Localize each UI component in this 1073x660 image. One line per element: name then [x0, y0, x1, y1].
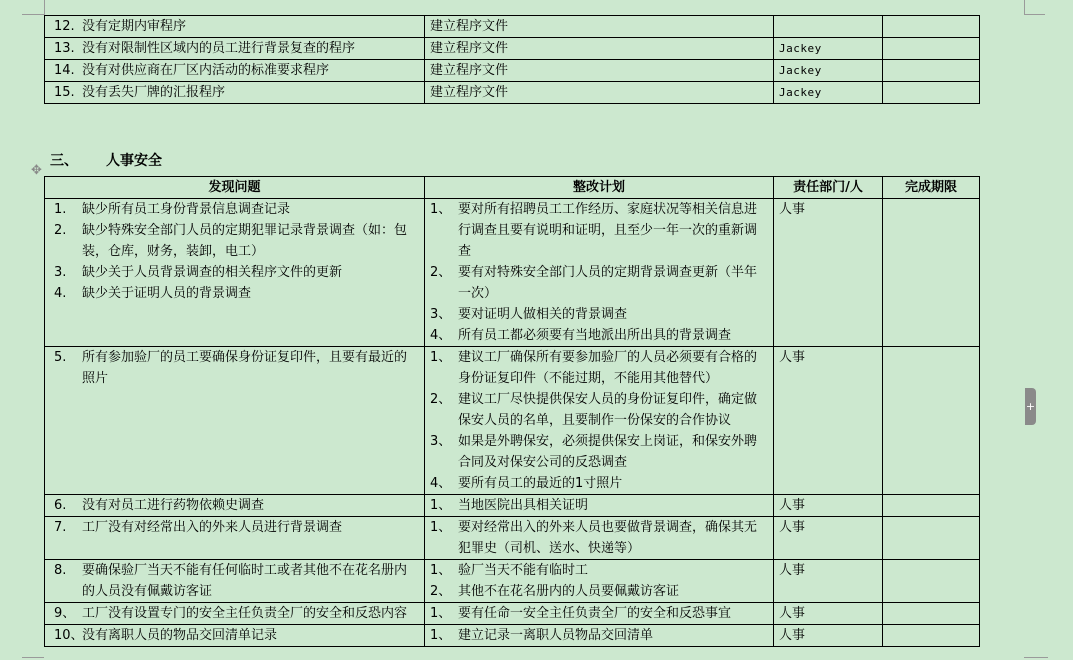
table-row	[45, 60, 980, 82]
plan-item	[430, 389, 768, 431]
item-text: 要有任命一安全主任负责全厂的安全和反恐事宜	[458, 606, 732, 621]
plan-item	[430, 560, 768, 581]
item-number: 1、	[430, 563, 452, 578]
item-number: 15.	[54, 85, 75, 100]
previous-section-table	[44, 15, 980, 104]
item-number: 3、	[430, 307, 452, 322]
item-text: 缺少所有员工身份背景信息调查记录	[82, 202, 291, 217]
item-number: 1、	[430, 202, 452, 217]
plan-cell: 建立程序文件	[425, 38, 774, 60]
plan-cell	[425, 603, 774, 625]
due-cell	[883, 60, 980, 82]
item-text: 没有对限制性区域内的员工进行背景复查的程序	[82, 41, 356, 56]
item-text: 缺少关于证明人员的背景调查	[82, 286, 252, 301]
table-move-handle-icon[interactable]: ✥	[31, 163, 42, 178]
item-text: 要对证明人做相关的背景调查	[458, 307, 628, 322]
issue-cell	[45, 199, 425, 347]
item-text: 没有离职人员的物品交回清单记录	[82, 628, 278, 643]
plan-item	[430, 431, 768, 473]
item-number: 7.	[54, 520, 67, 535]
owner-cell: Jackey	[774, 82, 883, 104]
item-number: 9、	[54, 606, 76, 621]
item-text: 要对经常出入的外来人员也要做背景调查，确保其无犯罪史（司机、送水、快递等）	[458, 520, 758, 556]
issue-item	[50, 262, 419, 283]
issue-item	[50, 495, 419, 516]
due-cell	[883, 603, 980, 625]
item-text: 所有员工都必须要有当地派出所出具的背景调查	[458, 328, 732, 343]
owner-cell: Jackey	[774, 60, 883, 82]
item-number: 2、	[430, 584, 452, 599]
item-text: 建立记录一离职人员物品交回清单	[458, 628, 654, 643]
issue-item	[50, 220, 419, 262]
item-text: 工厂没有对经常出入的外来人员进行背景调查	[82, 520, 343, 535]
list-item	[50, 38, 419, 59]
issue-cell	[45, 495, 425, 517]
item-text: 要有对特殊安全部门人员的定期背景调查更新（半年一次）	[458, 265, 758, 301]
plan-item	[430, 581, 768, 602]
issue-cell	[45, 60, 425, 82]
plan-cell	[425, 517, 774, 560]
issue-item	[50, 347, 419, 389]
owner-cell: 人事	[774, 199, 883, 347]
item-text: 缺少关于人员背景调查的相关程序文件的更新	[82, 265, 343, 280]
due-cell	[883, 199, 980, 347]
plan-cell	[425, 625, 774, 647]
owner-cell: 人事	[774, 517, 883, 560]
item-text: 所有参加验厂的员工要确保身份证复印件，且要有最近的照片	[82, 350, 408, 386]
item-text: 验厂当天不能有临时工	[458, 563, 589, 578]
header-due: 完成期限	[883, 177, 980, 199]
list-item	[50, 82, 419, 103]
page-corner-mark	[22, 0, 45, 15]
table-row	[45, 16, 980, 38]
item-text: 要所有员工的最近的1寸照片	[458, 476, 623, 491]
due-cell	[883, 495, 980, 517]
plan-item	[430, 199, 768, 262]
plan-cell: 建立程序文件	[425, 82, 774, 104]
item-text: 工厂没有设置专门的安全主任负责全厂的安全和反恐内容	[82, 606, 408, 621]
issue-cell	[45, 347, 425, 495]
due-cell	[883, 517, 980, 560]
item-text: 没有丢失厂牌的汇报程序	[82, 85, 226, 100]
item-number: 4、	[430, 328, 452, 343]
issue-item	[50, 283, 419, 304]
item-number: 4、	[430, 476, 452, 491]
table-row	[45, 495, 980, 517]
section-title: 人事安全	[106, 153, 162, 169]
owner-cell	[774, 16, 883, 38]
plan-item	[430, 517, 768, 559]
item-number: 3.	[54, 265, 67, 280]
issue-item	[50, 199, 419, 220]
item-number: 14.	[54, 63, 75, 78]
plan-item	[430, 473, 768, 494]
issue-cell	[45, 560, 425, 603]
header-plan: 整改计划	[425, 177, 774, 199]
due-cell	[883, 625, 980, 647]
item-number: 1、	[430, 350, 452, 365]
plan-cell	[425, 560, 774, 603]
item-text: 没有对员工进行药物依赖史调查	[82, 498, 265, 513]
due-cell	[883, 16, 980, 38]
section-heading	[50, 150, 162, 170]
item-number: 13.	[54, 41, 75, 56]
plan-cell	[425, 199, 774, 347]
owner-cell: 人事	[774, 603, 883, 625]
plus-icon: +	[1025, 400, 1036, 413]
table-row	[45, 82, 980, 104]
item-number: 1、	[430, 520, 452, 535]
item-number: 3、	[430, 434, 452, 449]
plan-cell: 建立程序文件	[425, 60, 774, 82]
plan-item	[430, 262, 768, 304]
issue-cell	[45, 603, 425, 625]
list-item	[50, 16, 419, 37]
owner-cell: Jackey	[774, 38, 883, 60]
due-cell	[883, 347, 980, 495]
issue-item	[50, 603, 419, 624]
owner-cell: 人事	[774, 495, 883, 517]
item-number: 6.	[54, 498, 67, 513]
item-number: 2.	[54, 223, 67, 238]
item-text: 建议工厂尽快提供保安人员的身份证复印件，确定做保安人员的名单，且要制作一份保安的合作协议	[458, 392, 758, 428]
item-text: 要确保验厂当天不能有任何临时工或者其他不在花名册内的人员没有佩戴访客证	[82, 563, 408, 599]
plan-cell	[425, 495, 774, 517]
section-number: 三、	[50, 153, 78, 169]
due-cell	[883, 560, 980, 603]
owner-cell: 人事	[774, 625, 883, 647]
item-number: 1、	[430, 606, 452, 621]
plan-item	[430, 625, 768, 646]
due-cell	[883, 82, 980, 104]
list-item	[50, 60, 419, 81]
personnel-security-table	[44, 176, 980, 647]
item-number: 8.	[54, 563, 67, 578]
item-text: 缺少特殊安全部门人员的定期犯罪记录背景调查（如：包装，仓库，财务，装卸，电工）	[82, 223, 408, 259]
item-text: 没有定期内审程序	[82, 19, 187, 34]
issue-item	[50, 517, 419, 538]
plan-item	[430, 495, 768, 516]
table-row	[45, 517, 980, 560]
item-number: 1.	[54, 202, 67, 217]
issue-cell	[45, 625, 425, 647]
header-owner: 责任部门/人	[774, 177, 883, 199]
item-number: 1、	[430, 498, 452, 513]
table-row	[45, 38, 980, 60]
page-corner-mark	[1024, 0, 1045, 15]
due-cell	[883, 38, 980, 60]
item-number: 2、	[430, 392, 452, 407]
table-header-row	[45, 177, 980, 199]
plan-item	[430, 304, 768, 325]
issue-cell	[45, 38, 425, 60]
item-number: 5.	[54, 350, 67, 365]
header-issue: 发现问题	[45, 177, 425, 199]
item-number: 4.	[54, 286, 67, 301]
item-text: 建议工厂确保所有要参加验厂的人员必须要有合格的身份证复印件（不能过期，不能用其他替代）	[458, 350, 758, 386]
plan-cell: 建立程序文件	[425, 16, 774, 38]
item-text: 如果是外聘保安，必须提供保安上岗证，和保安外聘合同及对保安公司的反恐调查	[458, 434, 758, 470]
issue-cell	[45, 517, 425, 560]
item-text: 没有对供应商在厂区内活动的标准要求程序	[82, 63, 330, 78]
table-row	[45, 347, 980, 495]
side-panel-toggle[interactable]	[1025, 388, 1036, 425]
table-row	[45, 199, 980, 347]
plan-item	[430, 603, 768, 624]
table-row	[45, 603, 980, 625]
issue-item	[50, 625, 419, 646]
table-row	[45, 625, 980, 647]
owner-cell: 人事	[774, 347, 883, 495]
plan-item	[430, 347, 768, 389]
item-number: 2、	[430, 265, 452, 280]
owner-cell: 人事	[774, 560, 883, 603]
issue-item	[50, 560, 419, 602]
plan-cell	[425, 347, 774, 495]
item-text: 当地医院出具相关证明	[458, 498, 589, 513]
item-number: 1、	[430, 628, 452, 643]
issue-cell	[45, 16, 425, 38]
item-text: 其他不在花名册内的人员要佩戴访客证	[458, 584, 680, 599]
plan-item	[430, 325, 768, 346]
issue-cell	[45, 82, 425, 104]
item-text: 要对所有招聘员工工作经历、家庭状况等相关信息进行调查且要有说明和证明，且至少一年一次的重新调查	[458, 202, 758, 259]
table-row	[45, 560, 980, 603]
item-number: 12.	[54, 19, 75, 34]
item-number: 10、	[54, 628, 84, 643]
